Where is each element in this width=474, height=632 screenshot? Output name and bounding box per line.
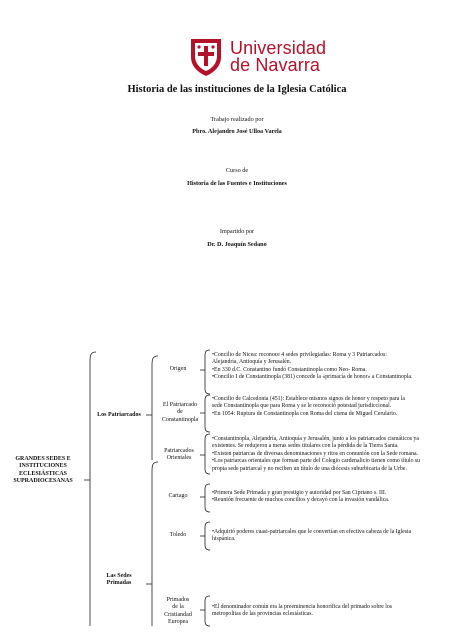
node-sedes-primadas xyxy=(94,573,144,588)
europa-text-2: metropolitas de las provincias eclesiásticas. xyxy=(212,611,313,618)
leaf-orientales-text xyxy=(212,436,420,473)
europa-line-4: Europea xyxy=(168,619,188,626)
node-primados-europa xyxy=(156,597,200,627)
root-line-2: INSTITUCIONES xyxy=(19,463,67,470)
origen-line-4: •Concilio I de Constantinopla (381) concede la «primacía de honor» a Constantinopla. xyxy=(212,374,413,381)
course-name: Historia de las Fuentes e Instituciones xyxy=(187,180,287,187)
node-origen: Origen xyxy=(169,366,187,372)
toledo-text-2: hispánica. xyxy=(212,536,236,543)
node-patriarcado-constantinopla xyxy=(156,402,204,424)
author-name: Pbro. Alejandro José Ulloa Varela xyxy=(192,128,282,135)
node-cartago: Cartago xyxy=(168,493,188,499)
leaf-toledo-text xyxy=(212,529,411,544)
constantinopla-text-3: •En 1054: Ruptura de Constantinopla con Roma del cisma de Miguel Cerulario. xyxy=(212,410,398,417)
document-title: Historia de las instituciones de la Iglesia Católica xyxy=(127,84,347,95)
map-root xyxy=(2,456,84,486)
node-toledo: Toledo xyxy=(169,532,187,538)
cartago-text-1: •Primera Sede Primada y gran prestigio y autoridad por San Cipriano s. III. xyxy=(212,490,387,496)
orientales-text-1: •Constantinopla, Alejandría, Antioquía y Jerusalén, junto a los patriarcados cismáticos ya xyxy=(212,436,419,442)
orientales-text-3: •Existen patriarcas de diversas denominaciones y ritos en comunión con la Sede romana. xyxy=(212,450,418,457)
node-patriarcados-orientales xyxy=(156,448,202,463)
europa-line-3: Cristiandad xyxy=(164,611,192,618)
orientales-line-1: Patriarcados xyxy=(164,448,194,454)
europa-line-1: Primados xyxy=(166,597,190,603)
europa-line-2: de la xyxy=(172,604,184,611)
cartago-text-2: •Reunión frecuente de muchos concilios y decayó con la invasión vandálica. xyxy=(212,497,390,504)
constantinopla-line-1: El Patriarcado xyxy=(162,402,198,408)
leaf-constantinopla-text xyxy=(212,396,405,418)
orientales-text-5: propia sede patriarcal y no reciben un título de una diócesis suburbicaria de la Urbe. xyxy=(212,465,407,472)
origen-line-3: •En 330 d.C. Constantino fundó Constantinopla como Neo- Roma. xyxy=(212,366,367,373)
primadas-line-2: Primadas xyxy=(106,580,132,587)
leaf-europa-text xyxy=(212,604,392,619)
logo-line-2: de Navarra xyxy=(230,55,321,75)
constantinopla-text-2: sede Constantinopla que para Roma y se le reconoció potestad jurisdiccional. xyxy=(212,403,392,410)
origen-line-1: •Concilio de Nicea: reconoce 4 sedes privilegiadas: Roma y 3 Patriarcados: xyxy=(212,352,387,358)
orientales-text-4: •Los patriarcas orientales que forman parte del Colegio cardenalicio tienen como título su xyxy=(212,458,421,465)
europa-text-1: •El denominador común era la preeminencia honorífica del primado sobre los xyxy=(212,604,393,610)
leaf-origen-text xyxy=(212,352,412,382)
root-line-4: SUPRADIOCESANAS xyxy=(13,478,73,485)
taught-label: Impartido por xyxy=(219,228,255,235)
node-patriarcados: Los Patriarcados xyxy=(97,412,141,418)
root-line-1: GRANDES SEDES E xyxy=(15,456,71,462)
orientales-line-2: Orientales xyxy=(166,455,192,462)
orientales-text-2: existentes. Se redujeron a meras sedes titulares con la pérdida de la Tierra Santa. xyxy=(212,443,399,450)
teacher-name: Dr. D. Joaquín Sedano xyxy=(207,241,267,248)
primadas-line-1: Las Sedes xyxy=(106,573,132,579)
constantinopla-line-3: Constantinopla xyxy=(161,416,199,423)
root-line-3: ECLESIÁSTICAS xyxy=(18,470,68,477)
constantinopla-line-2: de xyxy=(177,409,183,416)
toledo-text-1: •Adquirió poderes cuasi-patriarcales que le convertían en efectiva cabeza de la Iglesia xyxy=(212,529,412,535)
work-label: Trabajo realizado por xyxy=(210,116,264,123)
constantinopla-text-1: •Concilio de Calcedonia (451): Establece mismos signos de honor y respeto para la xyxy=(212,396,405,402)
origen-line-2: Alejandría, Antioquía y Jerusalén. xyxy=(212,359,292,366)
course-label: Curso de xyxy=(225,167,249,174)
logo-line-1: Universidad xyxy=(230,38,327,58)
leaf-cartago-text xyxy=(212,490,389,505)
